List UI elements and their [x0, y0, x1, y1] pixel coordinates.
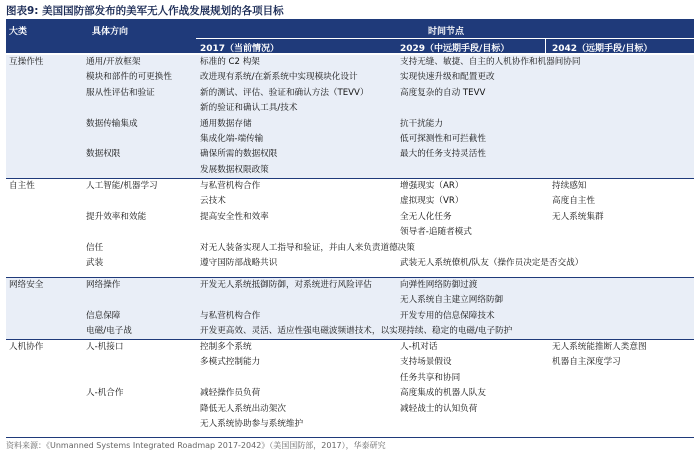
category-label: 自主性 — [9, 181, 35, 191]
cell-2017: 与私营机构合作 — [200, 181, 261, 191]
table-header-row-1 — [6, 20, 694, 39]
cell-2017: 标准的 C2 构架 — [200, 57, 260, 67]
header-category: 大类 — [9, 27, 28, 37]
cell-2042: 高度自主性 — [552, 196, 595, 207]
direction-cell: 模块和部件的可更换性 — [86, 72, 172, 83]
cell-2042: 无人系统能推断人类意图 — [552, 342, 647, 352]
cell-2017: 云技术 — [200, 196, 226, 207]
direction-cell: 网络操作 — [86, 280, 121, 290]
cell-2017: 提高安全性和效率 — [200, 211, 269, 222]
cell-2017: 对无人装备实现人工指导和验证，并由人来负责道德决策 — [200, 242, 415, 253]
cell-2029: 开发专用的信息保障技术 — [400, 310, 495, 321]
cell-2017: 发展数据权限政策 — [200, 164, 269, 175]
cell-2029: 任务共享和协同 — [400, 372, 461, 383]
cell-2017: 新的测试、评估、验证和确认方法（TEVV） — [200, 87, 369, 98]
cell-2042: 机器自主深度学习 — [552, 357, 621, 368]
cell-2029: 最大的任务支持灵活性 — [400, 149, 486, 160]
cell-2017: 控制多个系统 — [200, 342, 252, 352]
cell-2029: 全无人化任务 — [400, 211, 452, 222]
cell-2029: 低可探测性和可拦截性 — [400, 134, 486, 144]
cell-2029: 高度集成的机器人队友 — [400, 388, 486, 399]
cell-2029: 人-机对话 — [400, 342, 438, 352]
cell-2017: 集成化端-端传输 — [200, 134, 264, 144]
figure-title: 图表9: 美国国防部发布的美军无人作战发展规划的各项目标 — [6, 5, 284, 17]
table-header-row-2 — [6, 39, 694, 53]
direction-cell: 服从性评估和验证 — [86, 87, 155, 98]
header-col-separator — [545, 39, 546, 53]
cell-2029: 支持无缝、敏捷、自主的人机协作和机器间协同 — [400, 57, 581, 67]
cell-2029: 增强现实（AR） — [400, 181, 464, 191]
header-timeline: 时间节点 — [428, 27, 465, 37]
cell-2017: 新的验证和确认工具/技术 — [200, 103, 298, 114]
table-section — [6, 179, 694, 278]
category-label: 人机协作 — [9, 342, 44, 352]
source-note: 资料来源：《Unmanned Systems Integrated Roadmap 2017-2042》（美国国防部，2017），华泰研究 — [6, 441, 386, 450]
direction-cell: 数据传输集成 — [86, 118, 138, 129]
cell-2042: 持续感知 — [552, 181, 587, 191]
cell-2029: 高度复杂的自动 TEVV — [400, 87, 486, 98]
cell-2029: 支持场景假设 — [400, 357, 452, 368]
cell-2029: 领导者-追随者模式 — [400, 227, 472, 238]
direction-cell: 数据权限 — [86, 149, 121, 160]
direction-cell: 人-机接口 — [86, 342, 124, 352]
cell-2029: 抗干扰能力 — [400, 118, 443, 129]
direction-cell: 信任 — [86, 242, 104, 253]
cell-2029: 向弹性网络防御过渡 — [400, 280, 478, 290]
cell-2017: 开发无人系统抵御防御，对系统进行风险评估 — [200, 280, 372, 290]
cell-2029: 无人系统自主建立网络防御 — [400, 295, 504, 306]
direction-cell: 信息保障 — [86, 310, 121, 321]
section-divider — [6, 277, 694, 278]
section-divider — [6, 339, 694, 340]
cell-2017: 无人系统协助参与系统维护 — [200, 419, 304, 429]
cell-2042: 无人系统集群 — [552, 211, 604, 222]
header-2029: 2029（中远期手段/目标） — [400, 44, 510, 54]
cell-2029: 实现快速升级和配置更改 — [400, 72, 495, 83]
direction-cell: 人-机合作 — [86, 388, 124, 399]
cell-2017: 与私营机构合作 — [200, 310, 261, 321]
direction-cell: 人工智能/机器学习 — [86, 181, 158, 191]
cell-2017: 降低无人系统出动架次 — [200, 403, 286, 414]
cell-2017: 多模式控制能力 — [200, 357, 261, 368]
cell-2017: 开发更高效、灵活、适应性强电磁波频谱技术，以实现持续、稳定的电磁/电子防护 — [200, 326, 513, 337]
direction-cell: 电磁/电子战 — [86, 326, 132, 337]
table-bottom-rule — [6, 437, 694, 438]
header-2017: 2017（当前情况） — [200, 44, 280, 54]
direction-cell: 通用/开放框架 — [86, 57, 141, 67]
category-label: 网络安全 — [9, 280, 44, 290]
cell-2017: 遵守国防部战略共识 — [200, 258, 278, 268]
header-direction: 具体方向 — [92, 27, 129, 37]
cell-2029: 减轻战士的认知负荷 — [400, 403, 478, 414]
cell-2017: 确保所需的数据权限 — [200, 149, 278, 160]
figure-title-bar — [6, 2, 694, 19]
cell-2029: 武装无人系统僚机/队友（操作员决定是否交战） — [400, 258, 584, 268]
cell-2017: 改进现有系统/在新系统中实现模块化设计 — [200, 72, 358, 83]
cell-2017: 通用数据存储 — [200, 118, 252, 129]
cell-2029: 虚拟现实（VR） — [400, 196, 464, 207]
category-label: 互操作性 — [9, 57, 44, 67]
direction-cell: 提升效率和效能 — [86, 211, 147, 222]
section-divider — [6, 178, 694, 179]
cell-2017: 减轻操作员负荷 — [200, 388, 261, 399]
direction-cell: 武装 — [86, 258, 104, 268]
header-2042: 2042（远期手段/目标） — [552, 44, 653, 54]
